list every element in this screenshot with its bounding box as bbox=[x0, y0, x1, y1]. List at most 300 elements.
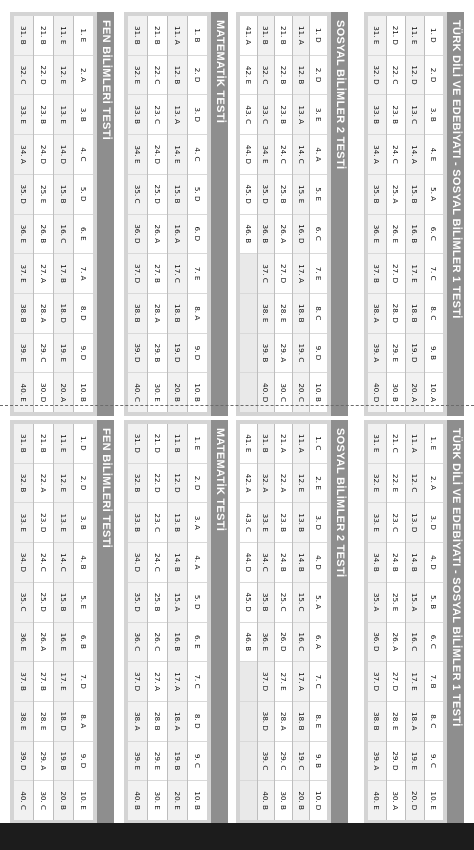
answer-cell: 19. C bbox=[293, 334, 310, 374]
answer-cell: 41. E bbox=[240, 424, 257, 464]
answer-cell: 7. C bbox=[425, 254, 443, 294]
answer-cell: 38. D bbox=[258, 702, 275, 742]
answer-cell: 30. A bbox=[391, 791, 401, 810]
answer-cell: 24. B bbox=[275, 543, 292, 583]
answer-cell: 28. E bbox=[387, 702, 405, 742]
answer-cell: 25. C bbox=[275, 583, 292, 623]
answer-row bbox=[309, 16, 327, 412]
answer-cell: 25. A bbox=[387, 175, 405, 215]
answer-cell: 33. E bbox=[368, 503, 386, 543]
answer-cell: 19. E bbox=[54, 334, 73, 374]
answer-cell: 30. B bbox=[279, 791, 289, 810]
answer-cell: 8. E bbox=[310, 702, 327, 742]
answer-cell: 12. D bbox=[168, 464, 187, 504]
answer-grid bbox=[368, 16, 443, 412]
answer-cell: 19. D bbox=[406, 334, 424, 374]
answer-cell: 18. B bbox=[293, 294, 310, 334]
answer-cell: 37. B bbox=[14, 662, 33, 702]
answer-cell: 31. E bbox=[368, 16, 386, 56]
answer-cell: 29. A bbox=[34, 742, 53, 782]
answer-cell: 25. B bbox=[275, 175, 292, 215]
answer-cell: 1. C bbox=[310, 424, 327, 464]
answer-cell: 7. C bbox=[310, 662, 327, 702]
answer-cell: 15. B bbox=[54, 175, 73, 215]
cut-line bbox=[0, 405, 474, 406]
answer-cell: 21. B bbox=[34, 16, 53, 56]
answer-cell: 20. A bbox=[59, 383, 68, 402]
answer-cell: 17. B bbox=[54, 254, 73, 294]
answer-cell: 13. B bbox=[168, 503, 187, 543]
answer-cell: 32. E bbox=[128, 56, 147, 96]
answer-cell: 36. E bbox=[14, 623, 33, 663]
answer-cell: 26. A bbox=[148, 215, 167, 255]
answer-cell: 11. A bbox=[293, 424, 310, 464]
answer-cell: 23. B bbox=[275, 503, 292, 543]
answer-cell: 39. D bbox=[128, 334, 147, 374]
answer-cell: 46. B bbox=[240, 623, 257, 663]
answer-cell: 3. D bbox=[310, 503, 327, 543]
answer-cell: 20. E bbox=[173, 791, 182, 810]
answer-cell: 26. D bbox=[275, 623, 292, 663]
answer-cell: 30. E bbox=[153, 383, 162, 402]
answer-cell: 31. E bbox=[368, 424, 386, 464]
answer-cell: 28. A bbox=[34, 294, 53, 334]
answer-cell: 33. E bbox=[14, 503, 33, 543]
answer-cell: 21. A bbox=[275, 424, 292, 464]
answer-cell: 17. E bbox=[54, 662, 73, 702]
answer-cell: 43. C bbox=[240, 503, 257, 543]
answer-cell: 19. C bbox=[293, 742, 310, 782]
answer-row bbox=[424, 16, 443, 412]
answer-cell: 33. B bbox=[128, 95, 147, 135]
test-panel-3 bbox=[124, 12, 228, 416]
answer-cell: 12. D bbox=[406, 56, 424, 96]
answer-cell: 10. D bbox=[314, 791, 324, 811]
answer-cell: 22. C bbox=[387, 56, 405, 96]
answer-cell bbox=[240, 702, 257, 742]
answer-cell: 34. B bbox=[368, 543, 386, 583]
answer-cell bbox=[240, 294, 257, 334]
answer-cell: 8. C bbox=[425, 702, 443, 742]
answer-cell: 22. D bbox=[148, 464, 167, 504]
answer-cell: 34. C bbox=[258, 543, 275, 583]
answer-cell: 18. D bbox=[54, 702, 73, 742]
answer-cell: 40. E bbox=[19, 383, 28, 402]
answer-cell: 23. C bbox=[387, 503, 405, 543]
answer-cell: 17. C bbox=[168, 254, 187, 294]
answer-cell: 11. B bbox=[168, 424, 187, 464]
answer-cell: 3. A bbox=[188, 503, 207, 543]
answer-grid bbox=[14, 424, 93, 820]
answer-cell: 10. B bbox=[193, 383, 202, 402]
answer-cell: 3. B bbox=[74, 95, 93, 135]
answer-cell: 13. D bbox=[406, 503, 424, 543]
answer-cell: 29. D bbox=[387, 742, 405, 782]
answer-cell: 44. D bbox=[240, 135, 257, 175]
answer-cell: 13. A bbox=[293, 95, 310, 135]
answer-cell: 26. A bbox=[387, 623, 405, 663]
answer-cell: 37. D bbox=[128, 662, 147, 702]
answer-cell: 29. E bbox=[148, 742, 167, 782]
answer-row bbox=[147, 16, 167, 412]
answer-cell: 38. B bbox=[128, 294, 147, 334]
answer-cell: 3. B bbox=[74, 503, 93, 543]
answer-cell: 24. C bbox=[387, 135, 405, 175]
answer-cell: 16. C bbox=[54, 215, 73, 255]
answer-cell: 28. E bbox=[275, 294, 292, 334]
answer-cell: 21. C bbox=[387, 424, 405, 464]
answer-row bbox=[33, 16, 53, 412]
answer-cell: 28. B bbox=[148, 702, 167, 742]
answer-cell: 39. C bbox=[258, 742, 275, 782]
answer-cell: 29. B bbox=[148, 334, 167, 374]
answer-cell: 1. D bbox=[74, 424, 93, 464]
answer-grid bbox=[14, 16, 93, 412]
answer-cell: 37. E bbox=[14, 254, 33, 294]
answer-cell: 38. E bbox=[258, 294, 275, 334]
answer-cell: 15. B bbox=[406, 175, 424, 215]
answer-cell: 4. D bbox=[310, 543, 327, 583]
test-title: FEN BİLİMLERİ TESTİ bbox=[97, 12, 114, 416]
answer-row bbox=[128, 424, 147, 820]
answer-cell: 30. D bbox=[39, 383, 48, 403]
answer-cell: 17. E bbox=[406, 254, 424, 294]
answer-cell: 14. B bbox=[406, 543, 424, 583]
answer-cell: 37. D bbox=[368, 662, 386, 702]
answer-cell: 37. C bbox=[258, 254, 275, 294]
answer-cell: 28. A bbox=[275, 702, 292, 742]
answer-row bbox=[368, 424, 386, 820]
answer-cell: 18. B bbox=[406, 294, 424, 334]
answer-cell: 9. C bbox=[425, 742, 443, 782]
answer-cell: 5. D bbox=[74, 175, 93, 215]
answer-cell: 12. C bbox=[406, 464, 424, 504]
answer-cell: 12. B bbox=[168, 56, 187, 96]
answer-cell: 17. A bbox=[293, 662, 310, 702]
answer-cell: 15. A bbox=[406, 583, 424, 623]
answer-cell: 2. D bbox=[310, 56, 327, 96]
answer-cell: 26. E bbox=[387, 215, 405, 255]
answer-cell: 34. D bbox=[14, 543, 33, 583]
test-panel-2 bbox=[236, 420, 348, 824]
answer-row bbox=[14, 16, 33, 412]
answer-cell: 8. D bbox=[188, 702, 207, 742]
answer-cell bbox=[240, 254, 257, 294]
answer-cell: 1. D bbox=[425, 16, 443, 56]
answer-cell: 3. B bbox=[425, 95, 443, 135]
answer-cell: 33. C bbox=[258, 95, 275, 135]
answer-cell: 39. E bbox=[128, 742, 147, 782]
answer-row bbox=[167, 424, 187, 820]
answer-cell: 7. D bbox=[74, 662, 93, 702]
answer-cell: 2. E bbox=[310, 464, 327, 504]
answer-cell: 22. D bbox=[34, 56, 53, 96]
answer-cell: 27. D bbox=[387, 662, 405, 702]
answer-cell: 9. D bbox=[188, 334, 207, 374]
answer-row bbox=[386, 16, 405, 412]
answer-cell: 25. D bbox=[34, 583, 53, 623]
bottom-black-bar bbox=[0, 823, 474, 850]
answer-cell: 39. E bbox=[14, 334, 33, 374]
answer-cell: 13. A bbox=[168, 95, 187, 135]
answer-cell: 19. B bbox=[54, 742, 73, 782]
answer-cell: 30. E bbox=[153, 791, 162, 810]
answer-cell: 20. B bbox=[296, 791, 306, 810]
answer-cell: 35. B bbox=[258, 583, 275, 623]
answer-row bbox=[405, 16, 424, 412]
answer-cell: 15. C bbox=[293, 583, 310, 623]
answer-cell: 8. D bbox=[74, 294, 93, 334]
answer-cell: 28. A bbox=[148, 294, 167, 334]
answer-cell: 14. E bbox=[168, 135, 187, 175]
answer-cell: 23. D bbox=[34, 503, 53, 543]
answer-cell bbox=[240, 334, 257, 374]
answer-cell: 34. E bbox=[258, 135, 275, 175]
answer-cell: 31. D bbox=[128, 424, 147, 464]
answer-cell: 18. A bbox=[406, 702, 424, 742]
answer-cell: 28. E bbox=[34, 702, 53, 742]
answer-row bbox=[33, 424, 53, 820]
test-panel-3 bbox=[124, 420, 228, 824]
answer-cell: 9. B bbox=[310, 742, 327, 782]
answer-cell: 1. E bbox=[425, 424, 443, 464]
answer-cell: 4. A bbox=[188, 543, 207, 583]
answer-cell: 32. A bbox=[258, 464, 275, 504]
answer-row bbox=[240, 424, 257, 820]
answer-cell: 33. E bbox=[14, 95, 33, 135]
answer-cell: 12. B bbox=[293, 56, 310, 96]
answer-cell: 14. B bbox=[293, 543, 310, 583]
answer-cell: 29. E bbox=[387, 334, 405, 374]
answer-cell: 38. E bbox=[14, 702, 33, 742]
answer-cell: 21. D bbox=[387, 16, 405, 56]
test-panel-1 bbox=[364, 12, 464, 416]
answer-row bbox=[240, 16, 257, 412]
answer-cell: 16. E bbox=[54, 623, 73, 663]
answer-cell bbox=[240, 781, 257, 820]
answer-cell: 25. E bbox=[387, 583, 405, 623]
answer-cell: 22. B bbox=[275, 56, 292, 96]
answer-cell: 32. C bbox=[258, 56, 275, 96]
answer-sheet-2 bbox=[0, 420, 474, 824]
answer-row bbox=[147, 424, 167, 820]
answer-cell: 9. D bbox=[74, 334, 93, 374]
answer-cell: 35. C bbox=[14, 583, 33, 623]
answer-cell: 11. E bbox=[54, 16, 73, 56]
answer-cell: 8. A bbox=[74, 702, 93, 742]
test-title: MATEMATİK TESTİ bbox=[211, 420, 228, 824]
test-title: FEN BİLİMLERİ TESTİ bbox=[97, 420, 114, 824]
answer-cell: 14. C bbox=[54, 543, 73, 583]
answer-cell: 9. C bbox=[188, 742, 207, 782]
answer-cell: 40. B bbox=[133, 791, 142, 810]
test-panel-4 bbox=[10, 12, 114, 416]
answer-cell: 25. D bbox=[148, 175, 167, 215]
answer-row bbox=[73, 16, 93, 412]
test-title: SOSYAL BİLİMLER 2 TESTİ bbox=[331, 12, 348, 416]
answer-cell: 31. B bbox=[14, 16, 33, 56]
answer-cell: 36. B bbox=[258, 215, 275, 255]
answer-cell bbox=[240, 742, 257, 782]
answer-cell: 26. A bbox=[34, 623, 53, 663]
answer-cell: 6. A bbox=[310, 623, 327, 663]
answer-row bbox=[167, 16, 187, 412]
answer-cell: 16. C bbox=[293, 623, 310, 663]
answer-cell: 16. A bbox=[168, 215, 187, 255]
answer-cell: 29. C bbox=[275, 742, 292, 782]
answer-cell: 2. A bbox=[425, 464, 443, 504]
answer-cell: 15. A bbox=[168, 583, 187, 623]
answer-cell: 11. E bbox=[54, 424, 73, 464]
answer-cell: 6. B bbox=[74, 623, 93, 663]
answer-cell: 11. E bbox=[406, 16, 424, 56]
answer-cell: 18. B bbox=[293, 702, 310, 742]
answer-cell: 16. B bbox=[168, 623, 187, 663]
answer-cell: 6. E bbox=[74, 215, 93, 255]
answer-cell: 5. A bbox=[310, 583, 327, 623]
test-panel-2 bbox=[236, 12, 348, 416]
answer-cell: 24. D bbox=[34, 135, 53, 175]
answer-cell: 30. B bbox=[391, 383, 401, 402]
answer-cell: 25. E bbox=[34, 175, 53, 215]
answer-cell: 4. A bbox=[310, 135, 327, 175]
answer-cell: 10. E bbox=[429, 791, 439, 810]
answer-cell: 27. D bbox=[275, 254, 292, 294]
answer-cell: 20. B bbox=[59, 791, 68, 810]
answer-cell: 35. D bbox=[14, 175, 33, 215]
answer-cell: 32. D bbox=[368, 56, 386, 96]
answer-cell: 37. B bbox=[368, 254, 386, 294]
answer-cell: 30. C bbox=[39, 791, 48, 811]
answer-cell: 7. B bbox=[425, 662, 443, 702]
answer-cell: 4. C bbox=[188, 135, 207, 175]
answer-cell: 35. D bbox=[258, 175, 275, 215]
answer-cell: 6. C bbox=[310, 215, 327, 255]
answer-cell: 21. B bbox=[275, 16, 292, 56]
answer-cell: 10. B bbox=[79, 383, 88, 402]
answer-row bbox=[424, 424, 443, 820]
answer-cell: 4. D bbox=[425, 543, 443, 583]
answer-cell: 7. A bbox=[74, 254, 93, 294]
answer-cell: 2. D bbox=[188, 56, 207, 96]
answer-cell: 41. A bbox=[240, 16, 257, 56]
answer-cell: 29. A bbox=[275, 334, 292, 374]
answer-row bbox=[368, 16, 386, 412]
answer-cell: 17. E bbox=[406, 662, 424, 702]
answer-cell: 2. D bbox=[74, 464, 93, 504]
answer-row bbox=[292, 16, 310, 412]
answer-cell: 40. C bbox=[19, 791, 28, 811]
answer-cell: 31. B bbox=[258, 424, 275, 464]
answer-cell: 39. A bbox=[368, 334, 386, 374]
answer-cell: 39. D bbox=[14, 742, 33, 782]
answer-cell bbox=[240, 662, 257, 702]
answer-cell: 32. E bbox=[368, 464, 386, 504]
answer-cell: 40. D bbox=[372, 383, 382, 403]
answer-cell: 7. C bbox=[188, 662, 207, 702]
answer-cell: 27. B bbox=[148, 254, 167, 294]
answer-cell: 9. D bbox=[74, 742, 93, 782]
answer-cell: 15. E bbox=[293, 175, 310, 215]
answer-cell: 34. A bbox=[14, 135, 33, 175]
answer-cell: 32. C bbox=[14, 56, 33, 96]
answer-row bbox=[128, 16, 147, 412]
answer-cell: 5. E bbox=[310, 175, 327, 215]
answer-cell: 35. B bbox=[368, 175, 386, 215]
answer-cell: 32. B bbox=[14, 464, 33, 504]
answer-cell: 31. B bbox=[258, 16, 275, 56]
answer-cell: 14. C bbox=[293, 135, 310, 175]
answer-row bbox=[274, 424, 292, 820]
answer-cell: 27. B bbox=[34, 662, 53, 702]
answer-row bbox=[187, 16, 207, 412]
answer-cell: 5. D bbox=[188, 175, 207, 215]
answer-cell: 18. A bbox=[168, 702, 187, 742]
answer-cell: 14. A bbox=[406, 135, 424, 175]
answer-cell: 33. B bbox=[128, 503, 147, 543]
answer-cell: 18. B bbox=[168, 294, 187, 334]
answer-row bbox=[53, 424, 73, 820]
answer-cell: 24. B bbox=[387, 543, 405, 583]
answer-cell: 21. B bbox=[148, 16, 167, 56]
answer-cell: 25. B bbox=[148, 583, 167, 623]
answer-cell: 11. A bbox=[293, 16, 310, 56]
answer-grid bbox=[128, 16, 207, 412]
answer-cell: 27. A bbox=[34, 254, 53, 294]
answer-cell: 5. B bbox=[425, 583, 443, 623]
answer-grid bbox=[240, 424, 327, 820]
answer-cell: 43. C bbox=[240, 95, 257, 135]
answer-cell: 38. A bbox=[128, 702, 147, 742]
answer-cell: 23. C bbox=[148, 503, 167, 543]
answer-cell: 38. A bbox=[368, 294, 386, 334]
answer-cell: 36. C bbox=[128, 623, 147, 663]
answer-row bbox=[53, 16, 73, 412]
answer-cell: 14. B bbox=[168, 543, 187, 583]
answer-cell: 3. D bbox=[188, 95, 207, 135]
answer-cell: 13. B bbox=[293, 503, 310, 543]
answer-cell: 46. B bbox=[240, 215, 257, 255]
answer-cell: 2. D bbox=[425, 56, 443, 96]
answer-cell: 40. C bbox=[133, 383, 142, 403]
answer-cell: 18. D bbox=[54, 294, 73, 334]
answer-cell: 7. E bbox=[310, 254, 327, 294]
answer-cell: 33. B bbox=[368, 95, 386, 135]
answer-cell: 16. C bbox=[406, 623, 424, 663]
answer-cell: 27. D bbox=[387, 254, 405, 294]
answer-cell: 22. A bbox=[275, 464, 292, 504]
answer-cell: 38. B bbox=[368, 702, 386, 742]
answer-cell: 3. E bbox=[310, 95, 327, 135]
answer-cell: 35. A bbox=[368, 583, 386, 623]
answer-cell: 5. E bbox=[74, 583, 93, 623]
answer-cell: 45. D bbox=[240, 175, 257, 215]
answer-cell: 20. A bbox=[410, 383, 420, 402]
answer-cell: 1. E bbox=[74, 16, 93, 56]
answer-cell: 27. A bbox=[148, 662, 167, 702]
answer-cell: 5. A bbox=[425, 175, 443, 215]
answer-cell: 40. D bbox=[261, 383, 271, 403]
answer-cell: 7. E bbox=[188, 254, 207, 294]
answer-grid bbox=[128, 424, 207, 820]
answer-cell: 22. C bbox=[148, 56, 167, 96]
answer-cell: 19. E bbox=[406, 742, 424, 782]
answer-cell: 19. B bbox=[168, 742, 187, 782]
test-title: MATEMATİK TESTİ bbox=[211, 12, 228, 416]
answer-cell: 26. B bbox=[34, 215, 53, 255]
answer-cell: 3. D bbox=[425, 503, 443, 543]
answer-cell: 44. D bbox=[240, 543, 257, 583]
